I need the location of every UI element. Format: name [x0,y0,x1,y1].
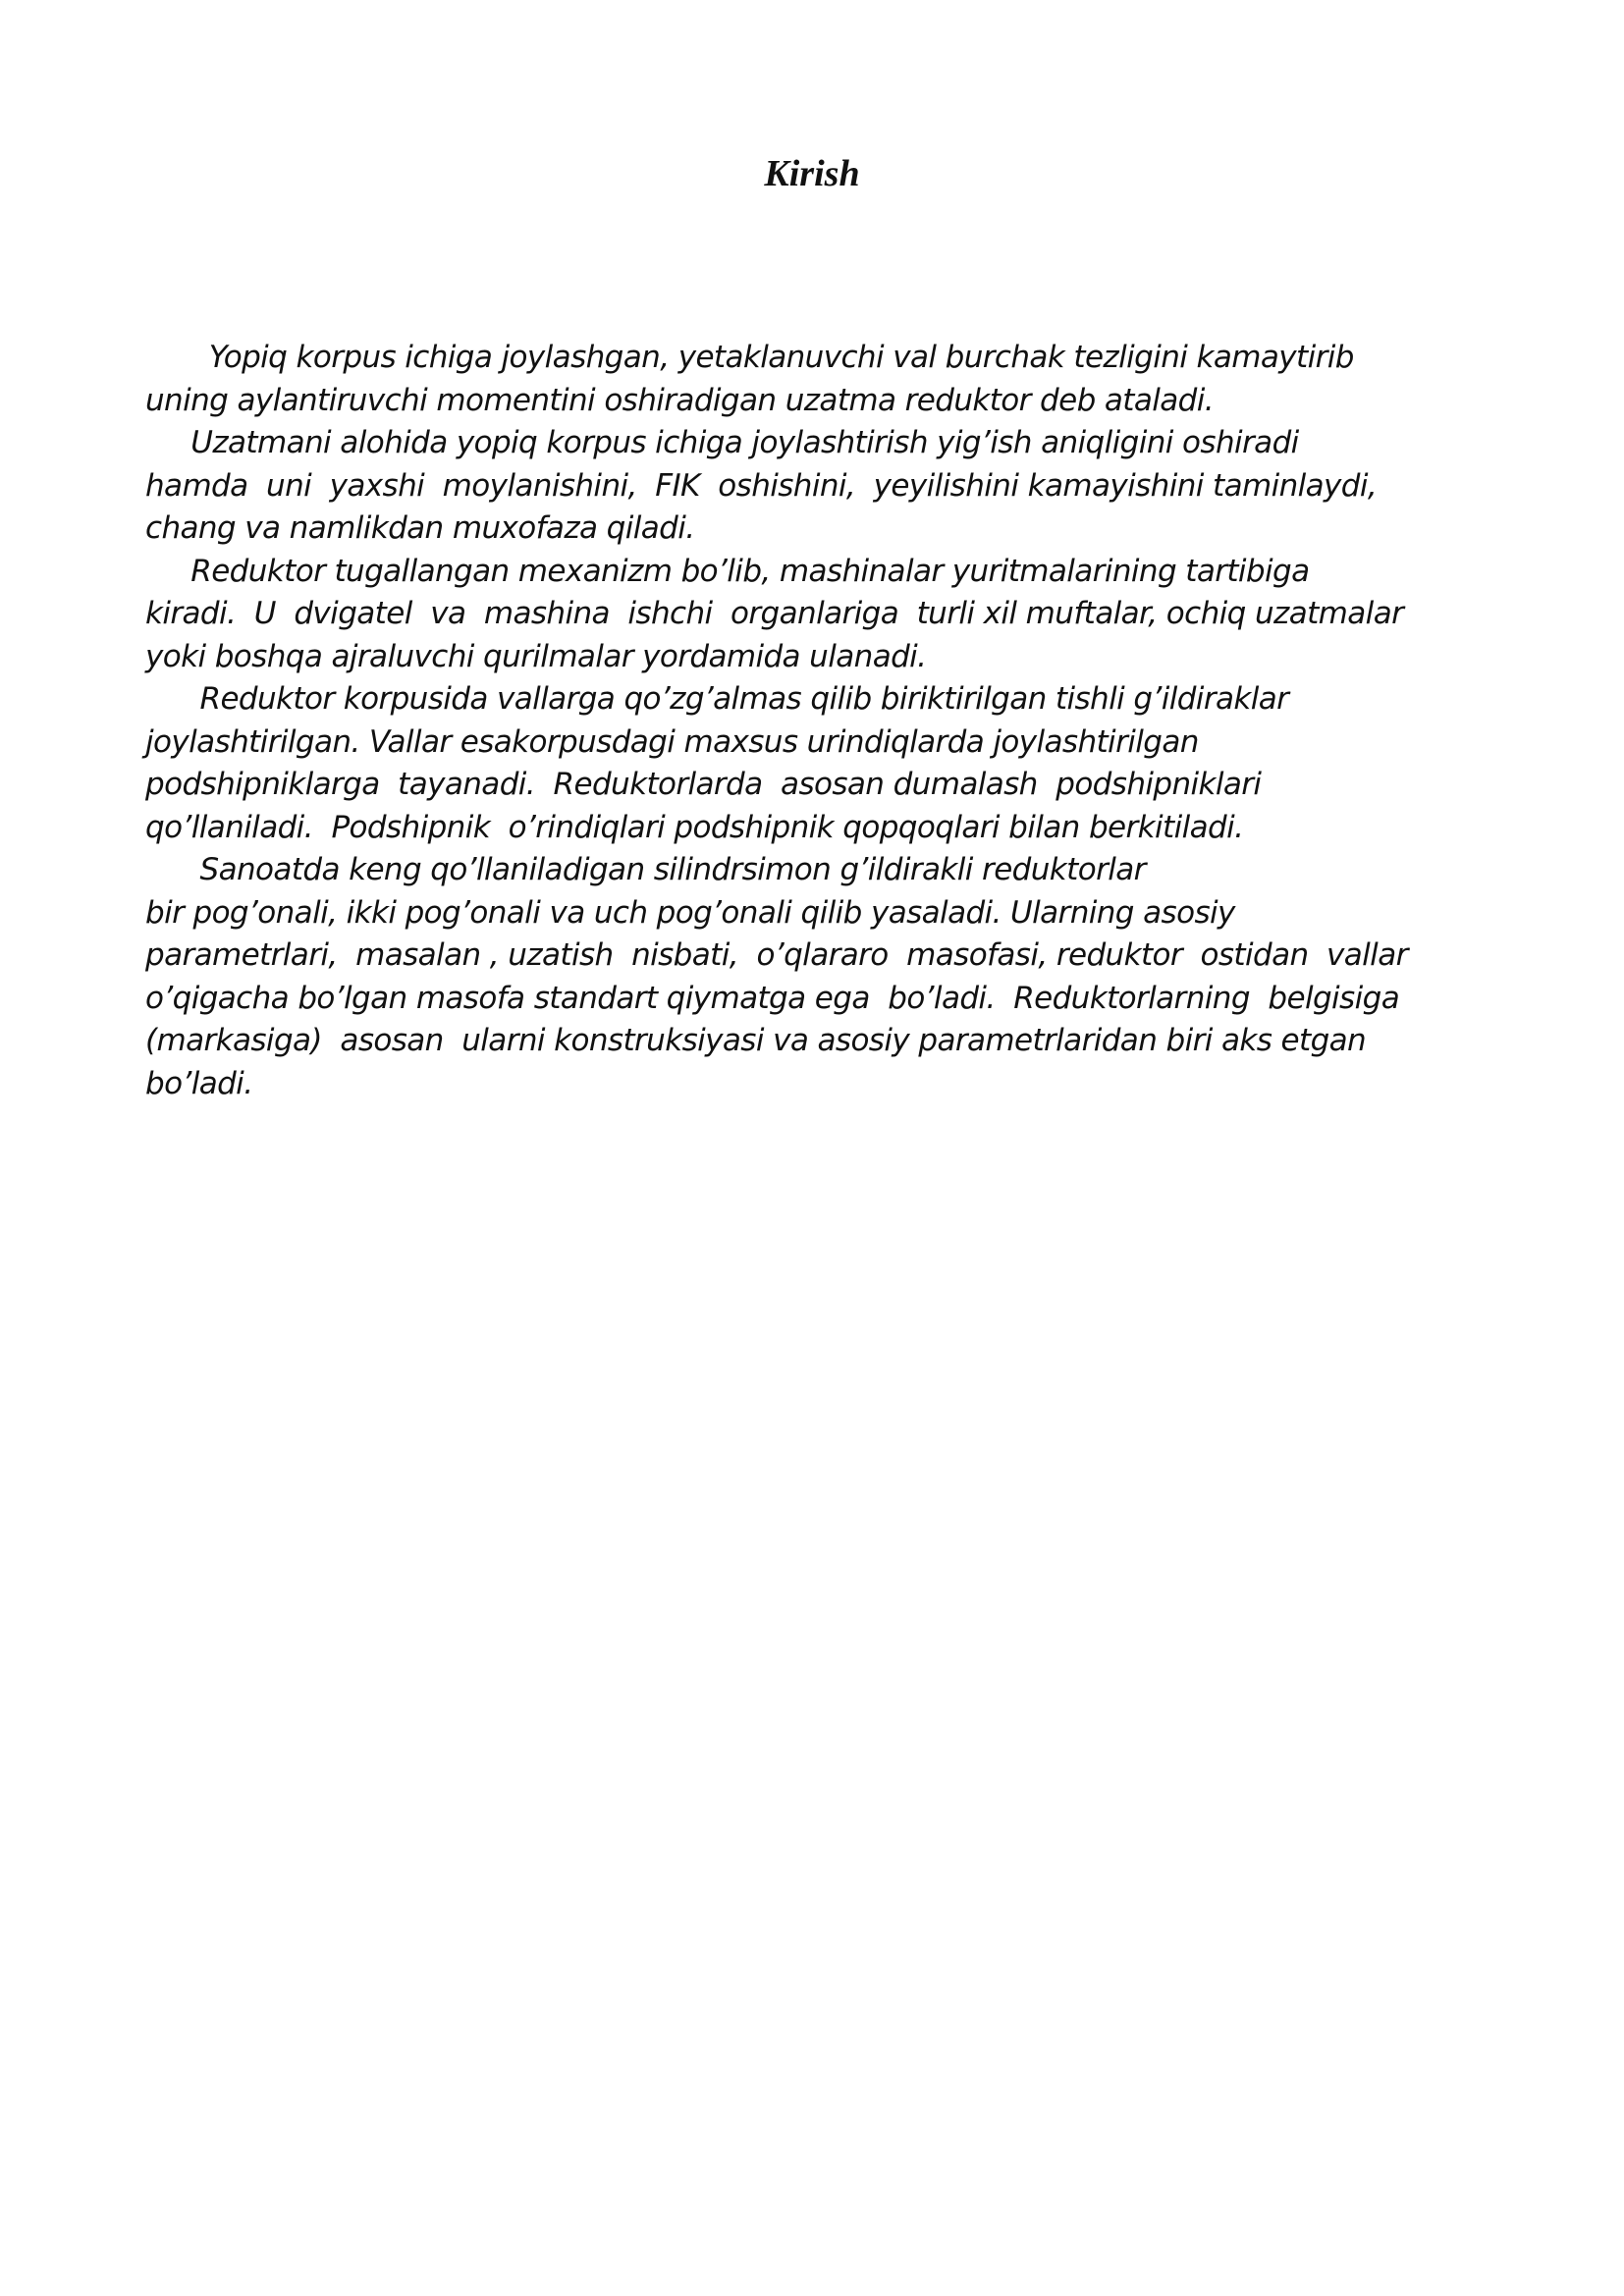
text-line: hamda uni yaxshi moylanishini, FIK oshishini, yeyilishini kamayishini taminlaydi, [145,467,1378,504]
text-line: joylashtirilgan. Vallar esakorpusdagi maxsus urindiqlarda joylashtirilgan [145,723,1199,760]
text-line: uning aylantiruvchi momentini oshiradigan uzatma reduktor deb ataladi. [145,382,1215,418]
text-line: Uzatmani alohida yopiq korpus ichiga joylashtirish yig’ish aniqligini oshiradi [145,425,1299,460]
text-line: chang va namlikdan muxofaza qiladi. [145,510,695,546]
text-line: (markasiga) asosan ularni konstruksiyasi va asosiy parametrlaridan biri aks etgan [145,1023,1367,1058]
text-line: o’qigacha bo’lgan masofa standart qiymatga ega bo’ladi. Reduktorlarning belgisiga [145,980,1400,1016]
text-line: podshipniklarga tayanadi. Reduktorlarda asosan dumalash podshipniklari [145,767,1262,802]
body-text [145,337,1520,1105]
text-line: kiradi. U dvigatel va mashina ishchi organlariga turli xil muftalar, ochiq uzatmalar [145,596,1404,631]
text-line: bo’ladi. [145,1065,253,1101]
text-line: Reduktor tugallangan mexanizm bo’lib, mashinalar yuritmalarining tartibiga [145,553,1310,589]
text-line: Yopiq korpus ichiga joylashgan, yetaklanuvchi val burchak tezligini kamaytirib [145,340,1354,375]
text-line: qo’llaniladi. Podshipnik o’rindiqlari podshipnik qopqoqlari bilan berkitiladi. [145,809,1244,845]
text-line: bir pog’onali, ikki pog’onali va uch pog’onali qilib yasaladi. Ularning asosiy [145,894,1235,931]
page-title: Kirish [764,153,860,194]
text-line: yoki boshqa ajraluvchi qurilmalar yordamida ulanadi. [145,638,927,674]
text-line: parametrlari, masalan , uzatish nisbati, o’qlararo masofasi, reduktor ostidan vallar [145,937,1408,973]
text-line: Sanoatda keng qo’llaniladigan silindrsimon g’ildirakli reduktorlar [145,852,1146,887]
text-line: Reduktor korpusida vallarga qo’zg’almas qilib biriktirilgan tishli g’ildiraklar [145,681,1289,717]
